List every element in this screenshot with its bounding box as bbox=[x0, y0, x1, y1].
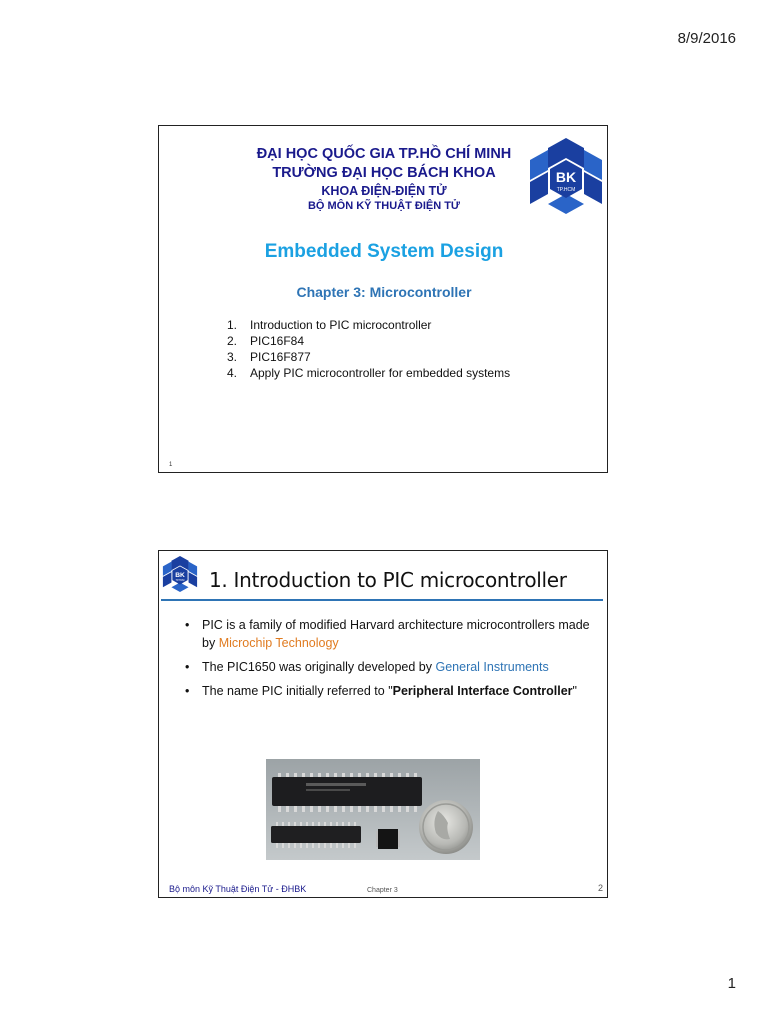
bullet-text: PIC is a family of modified Harvard architecture microcontrollers made by bbox=[202, 618, 590, 650]
bullet-text: The PIC1650 was originally developed by bbox=[202, 660, 436, 674]
bullet-item bbox=[185, 682, 603, 700]
list-item bbox=[227, 365, 510, 381]
page-date: 8/9/2016 bbox=[677, 30, 736, 47]
logo-subtext: TP.HCM bbox=[175, 579, 185, 583]
bullet-icon: • bbox=[185, 684, 190, 698]
highlight-text: Microchip Technology bbox=[218, 636, 339, 650]
highlight-text: Peripheral Interface Controller bbox=[392, 684, 573, 698]
list-item-number: 3. bbox=[227, 350, 238, 364]
department-name: BỘ MÔN KỸ THUẬT ĐIỆN TỬ bbox=[307, 200, 461, 212]
slide-1 bbox=[158, 125, 608, 473]
list-item-text: Introduction to PIC microcontroller bbox=[250, 318, 432, 332]
presentation-title: Embedded System Design bbox=[264, 241, 504, 262]
logo-text: BK bbox=[175, 571, 185, 579]
list-item-text: PIC16F877 bbox=[250, 350, 311, 364]
bullet-text: The name PIC initially referred to " bbox=[202, 684, 393, 698]
school-name: TRƯỜNG ĐẠI HỌC BÁCH KHOA bbox=[272, 165, 496, 181]
list-item bbox=[227, 333, 510, 349]
slide-number: 1 bbox=[169, 462, 173, 468]
university-name: ĐẠI HỌC QUỐC GIA TP.HỒ CHÍ MINH bbox=[256, 146, 512, 162]
page-number: 1 bbox=[727, 975, 736, 992]
title-divider bbox=[161, 599, 603, 601]
slide-2 bbox=[158, 550, 608, 898]
list-item bbox=[227, 349, 510, 365]
chapter-title: Chapter 3: Microcontroller bbox=[296, 284, 472, 300]
list-item-number: 1. bbox=[227, 318, 238, 332]
pic-chips-photo bbox=[266, 759, 480, 860]
bullet-list bbox=[185, 616, 603, 706]
bullet-item bbox=[185, 658, 603, 676]
list-item-text: Apply PIC microcontroller for embedded systems bbox=[250, 366, 511, 380]
bullet-text-end: " bbox=[572, 684, 577, 698]
list-item-number: 4. bbox=[227, 366, 238, 380]
bullet-icon: • bbox=[185, 660, 190, 674]
faculty-name: KHOA ĐIỆN-ĐIỆN TỬ bbox=[321, 184, 447, 198]
chapter-outline bbox=[227, 317, 510, 381]
logo-text: BK bbox=[555, 169, 577, 185]
bullet-icon: • bbox=[185, 618, 190, 632]
footer-department: Bộ môn Kỹ Thuật Điện Tử - ĐHBK bbox=[169, 884, 307, 894]
slide-number: 2 bbox=[597, 883, 603, 893]
footer-chapter: Chapter 3 bbox=[367, 887, 398, 894]
list-item-number: 2. bbox=[227, 334, 238, 348]
slide-title: 1. Introduction to PIC microcontroller bbox=[209, 568, 567, 592]
list-item-text: PIC16F84 bbox=[250, 334, 305, 348]
bk-logo-icon bbox=[161, 553, 199, 595]
highlight-text: General Instruments bbox=[435, 660, 549, 674]
logo-subtext: TP.HCM bbox=[556, 187, 576, 193]
bullet-item bbox=[185, 616, 603, 652]
list-item bbox=[227, 317, 510, 333]
bk-logo-icon bbox=[526, 136, 606, 216]
